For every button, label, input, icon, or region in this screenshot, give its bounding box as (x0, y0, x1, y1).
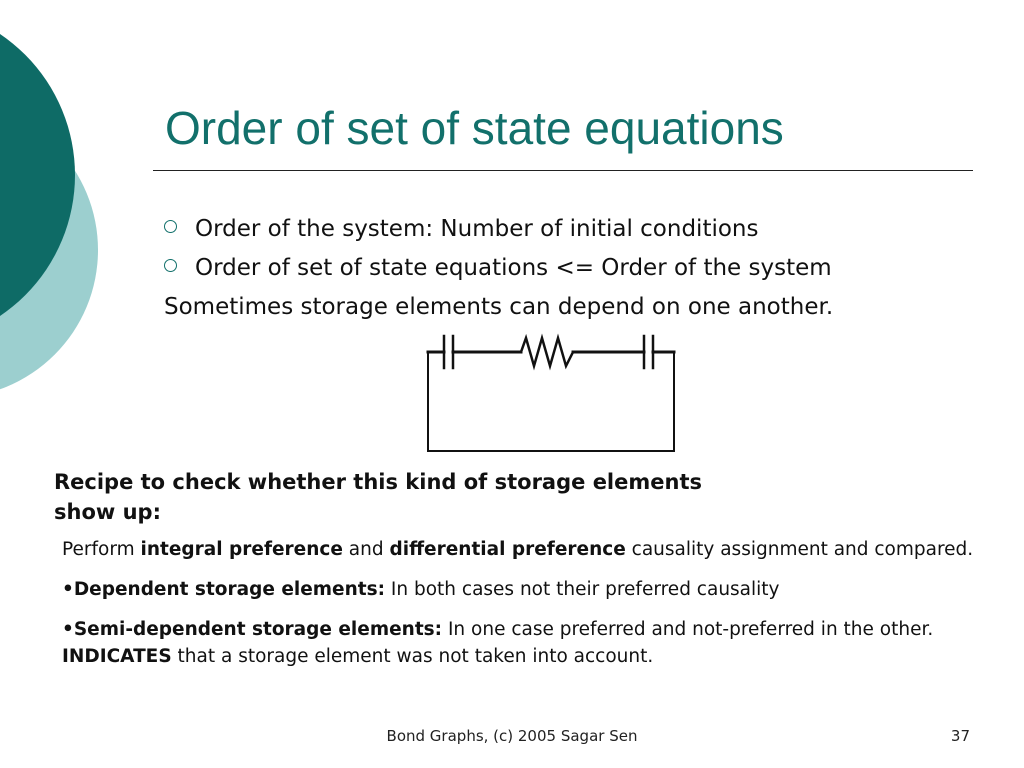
bold-term-differential-preference: differential preference (389, 539, 626, 560)
text-run: Perform (62, 539, 141, 560)
title-divider (153, 170, 973, 171)
hollow-circle-bullet-icon (164, 220, 177, 233)
recipe-heading: Recipe to check whether this kind of storage elements show up: (54, 470, 702, 524)
slide-title: Order of set of state equations (165, 102, 784, 154)
text-run: causality assignment and compared. (625, 539, 974, 560)
hollow-circle-bullet-icon (164, 259, 177, 272)
decorative-teal-circles (0, 0, 110, 420)
recipe-body (62, 536, 1012, 683)
footer-text: Bond Graphs, (c) 2005 Sagar Sen (386, 727, 638, 745)
bullet-list (164, 210, 1004, 327)
bullet-item-2 (164, 249, 1004, 288)
recipe-paragraph-3 (62, 616, 1012, 670)
text-run: and (342, 539, 390, 560)
bold-term-dependent-storage: •Dependent storage elements: (62, 579, 386, 600)
page-number: 37 (950, 727, 970, 745)
bold-term-semi-dependent-storage: •Semi-dependent storage elements: (62, 619, 443, 640)
text-run: In both cases not their preferred causality (385, 579, 780, 600)
bullet-text-1: Order of the system: Number of initial conditions (195, 216, 759, 242)
circuit-diagram (422, 328, 682, 458)
bullet-item-1 (164, 210, 1004, 249)
bold-term-indicates: INDICATES (62, 646, 172, 667)
bold-term-integral-preference: integral preference (140, 539, 343, 560)
bullet-text-2: Order of set of state equations <= Order of the system (195, 255, 832, 281)
recipe-paragraph-2 (62, 576, 1012, 603)
resistor-icon (521, 338, 573, 366)
text-run: In one case preferred and not-preferred in the other. (442, 619, 934, 640)
body-text: Sometimes storage elements can depend on one another. (164, 294, 834, 320)
recipe-paragraph-1 (62, 536, 1012, 563)
text-run: that a storage element was not taken into account. (171, 646, 654, 667)
